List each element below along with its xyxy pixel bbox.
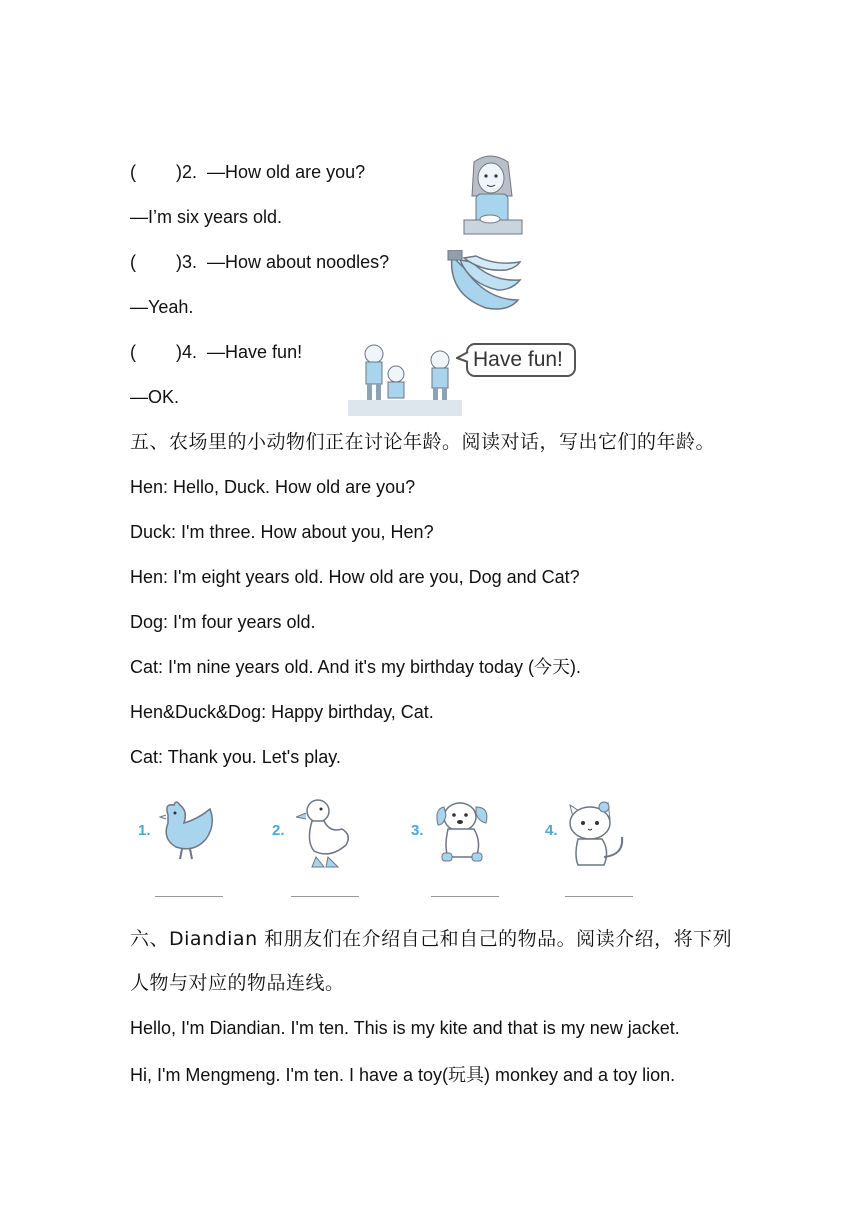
answer-blank-4[interactable] [565,896,633,897]
dialogue-line: Hen: I'm eight years old. How old are you, Dog and Cat? [130,567,580,587]
children-playing-illustration [348,340,462,418]
dialogue-line: Hen&Duck&Dog: Happy birthday, Cat. [130,702,434,722]
answer-4: —OK. [130,387,180,407]
dialogue-line: Duck: I'm three. How about you, Hen? [130,522,434,542]
question-text: —How about noodles? [207,252,390,272]
answer-3: —Yeah. [130,297,194,317]
animal-number: 2. [272,822,285,839]
dialogue-line: Cat: I'm nine years old. And it's my birthday today (今天). [130,657,582,677]
hen-icon [158,795,216,863]
intro-paragraph: Hello, I'm Diandian. I'm ten. This is my kite and that is my new jacket. [130,1018,680,1038]
answer-blank-1[interactable] [155,896,223,897]
answer-blank-3[interactable] [431,896,499,897]
duck-icon [296,795,354,871]
answer-blank-2[interactable] [291,896,359,897]
girl-eating-illustration [460,152,526,240]
answer-2: —I’m six years old. [130,207,283,227]
section-6-title-continued: 人物与对应的物品连线。 [130,972,345,994]
bananas-illustration [446,250,524,316]
speech-bubble-text: Have fun! [473,348,563,371]
answer-bracket: ( )3. [130,252,198,272]
speech-bubble [466,343,576,377]
dialogue-line: Hen: Hello, Duck. How old are you? [130,477,416,497]
animal-number: 4. [545,822,558,839]
section-5-title: 五、农场里的小动物们正在讨论年龄。阅读对话，写出它们的年龄。 [130,431,716,453]
dialogue-line: Cat: Thank you. Let's play. [130,747,341,767]
question-2 [130,160,365,184]
question-3 [130,250,389,274]
section-6-title: 六、Diandian 和朋友们在介绍自己和自己的物品。阅读介绍，将下列 [130,928,733,950]
cat-icon [562,795,632,871]
question-text: —Have fun! [207,342,303,362]
answer-bracket: ( )4. [130,342,198,362]
animal-number: 3. [411,822,424,839]
question-text: —How old are you? [207,162,366,182]
dog-icon [430,795,494,867]
animal-number: 1. [138,822,151,839]
intro-paragraph: Hi, I'm Mengmeng. I'm ten. I have a toy(玩具) monkey and a toy lion. [130,1065,676,1085]
speech-bubble-tail [456,350,470,364]
answer-bracket: ( )2. [130,162,198,182]
question-4 [130,340,302,364]
dialogue-line: Dog: I'm four years old. [130,612,316,632]
